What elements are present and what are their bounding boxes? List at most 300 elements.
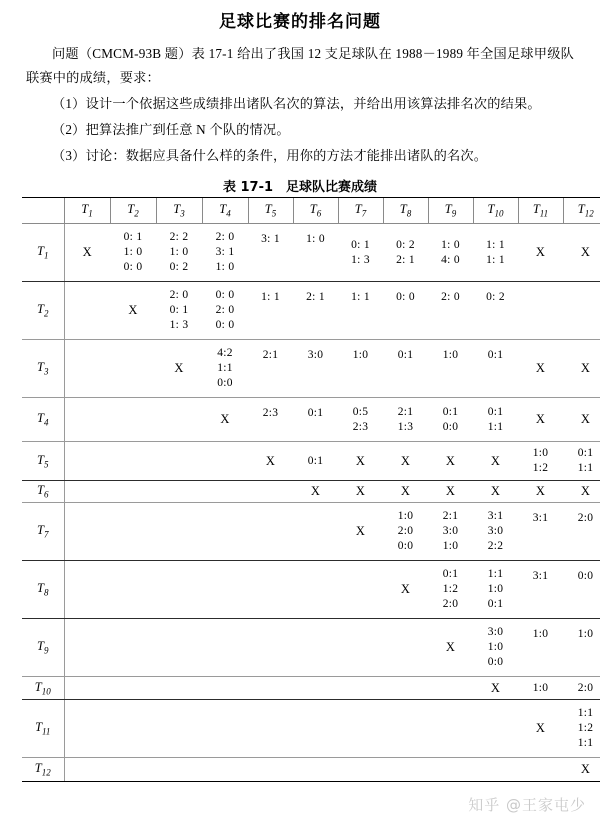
score-stack [293,454,338,469]
score-cell-t11-t11 [518,700,563,758]
score-value: 0:0 [397,540,414,552]
score-value: 2:1 [262,349,279,361]
score-value: 2:3 [262,407,279,419]
team-label: $T_2$ [37,302,49,319]
score-stack [248,290,293,305]
score-cell-t5-t10 [473,442,518,481]
score-value: 1: 3 [351,253,370,266]
team-label: $T_{12}$ [577,202,594,219]
no-match-marker: X [490,680,501,695]
no-match-marker: X [445,640,456,654]
score-value: 1:0 [487,583,504,595]
score-cell-t4-t12 [563,398,600,442]
score-value: 2:2 [487,540,504,552]
score-stack [518,412,563,427]
score-cell-t8-t7 [338,561,383,619]
score-stack [156,230,202,275]
team-label: $T_6$ [37,483,49,500]
score-value: 2: 0 [215,304,235,316]
team-label: $T_6$ [309,202,322,219]
score-stack [563,706,600,751]
page-title: 足球比赛的排名问题 [219,12,381,32]
score-value: 2:1 [442,510,459,522]
score-cell-t11-t8 [383,700,428,758]
score-cell-t6-t6 [293,481,338,503]
score-cell-t10-t4 [202,677,248,700]
score-cell-t5-t5 [248,442,293,481]
score-stack [518,681,563,696]
table-row [22,700,600,758]
score-cell-t2-t1 [64,282,110,340]
score-cell-t8-t2 [110,561,156,619]
score-value: 1: 1 [486,238,505,251]
score-cell-t1-t5 [248,224,293,282]
score-stack [202,288,248,333]
score-cell-t10-t6 [293,677,338,700]
score-cell-t1-t2 [110,224,156,282]
score-cell-t3-t7 [338,340,383,398]
watermark: 知乎 @王家屯少 [468,796,586,814]
score-stack [563,245,600,260]
score-value: 2:0 [442,598,459,610]
score-cell-t7-t6 [293,503,338,561]
score-value: 0:1 [397,349,414,361]
score-value: 2: 2 [169,231,189,243]
score-cell-t8-t6 [293,561,338,619]
score-value: 1:2 [577,722,594,734]
score-cell-t4-t4 [202,398,248,442]
score-cell-t10-t5 [248,677,293,700]
score-stack [338,484,383,499]
score-value: 1:1 [577,737,594,749]
team-label: $T_{11}$ [35,720,51,737]
score-cell-t9-t8 [383,619,428,677]
score-cell-t6-t5 [248,481,293,503]
table-corner-cell [22,198,64,224]
score-cell-t7-t9 [428,503,473,561]
score-cell-t4-t6 [293,398,338,442]
table-row-header-t11 [22,700,64,758]
score-cell-t12-t3 [156,758,202,782]
no-match-marker: X [445,453,456,468]
score-value: 0: 0 [396,291,415,303]
team-label: $T_1$ [37,244,49,261]
score-value: 0:0 [217,377,233,389]
no-match-marker: X [535,361,546,375]
score-cell-t2-t6 [293,282,338,340]
score-cell-t7-t11 [518,503,563,561]
table-body [22,224,600,782]
score-value: 3:1 [532,570,549,582]
score-stack [563,762,600,777]
score-value: 1:1 [487,568,504,580]
score-cell-t7-t5 [248,503,293,561]
score-cell-t1-t6 [293,224,338,282]
score-cell-t1-t7 [338,224,383,282]
score-value: 3:1 [532,512,549,524]
score-stack [428,405,473,435]
team-label: $T_7$ [37,523,49,540]
score-stack [248,406,293,421]
team-label: $T_3$ [37,360,49,377]
score-cell-t11-t12 [563,700,600,758]
score-value: 1:0 [487,641,504,653]
score-value: 1: 1 [486,253,505,266]
score-cell-t12-t1 [64,758,110,782]
no-match-marker: X [580,245,591,259]
score-stack [428,567,473,612]
score-cell-t3-t1 [64,340,110,398]
no-match-marker: X [490,484,501,498]
score-cell-t6-t11 [518,481,563,503]
score-cell-t9-t12 [563,619,600,677]
score-value: 1:3 [397,420,414,433]
score-value: 0: 0 [123,261,143,273]
score-value: 1:1 [217,362,233,374]
no-match-marker: X [82,245,92,259]
score-cell-t2-t4 [202,282,248,340]
score-cell-t5-t6 [293,442,338,481]
no-match-marker: X [535,412,546,426]
score-value: 3: 1 [215,246,235,258]
score-cell-t5-t12 [563,442,600,481]
score-stack [563,412,600,427]
score-cell-t2-t9 [428,282,473,340]
score-cell-t10-t11 [518,677,563,700]
score-cell-t7-t4 [202,503,248,561]
table-head [22,198,600,224]
table-row [22,503,600,561]
score-stack [563,569,600,584]
score-cell-t8-t3 [156,561,202,619]
score-value: 1: 1 [351,291,370,303]
score-value: 1:0 [532,447,549,459]
table-row-header-t7 [22,503,64,561]
no-match-marker: X [128,303,138,317]
score-cell-t12-t4 [202,758,248,782]
score-cell-t9-t3 [156,619,202,677]
score-stack [518,245,563,260]
table-row [22,619,600,677]
score-stack [293,290,338,305]
team-label: $T_8$ [399,202,412,219]
score-stack [383,484,428,499]
score-cell-t5-t9 [428,442,473,481]
team-label: $T_9$ [37,639,49,656]
score-stack [338,348,383,363]
score-cell-t6-t9 [428,481,473,503]
score-stack [563,511,600,526]
score-cell-t4-t1 [64,398,110,442]
score-value: 1:1 [577,462,594,474]
score-value: 2: 0 [441,291,460,303]
score-cell-t2-t7 [338,282,383,340]
score-cell-t5-t11 [518,442,563,481]
score-value: 1:2 [532,462,549,474]
score-value: 1:0 [532,681,549,694]
score-cell-t3-t9 [428,340,473,398]
score-stack [518,446,563,476]
team-label: $T_{10}$ [487,202,504,219]
score-value: 2: 1 [306,291,325,303]
score-cell-t3-t8 [383,340,428,398]
score-value: 2:0 [577,512,594,524]
table-row-header-t9 [22,619,64,677]
score-stack [473,290,518,305]
paragraph-intro: 问题（CMCM-93B 题）表 17-1 给出了我国 12 支足球队在 1988－1989 年全国足球甲级队联赛中的成绩，要求： [26,46,574,85]
score-cell-t5-t8 [383,442,428,481]
score-cell-t10-t12 [563,677,600,700]
score-value: 2:1 [397,405,414,418]
score-value: 3: 1 [261,233,280,245]
no-match-marker: X [400,582,411,596]
score-cell-t7-t12 [563,503,600,561]
score-cell-t9-t6 [293,619,338,677]
score-cell-t6-t1 [64,481,110,503]
score-stack [293,348,338,363]
score-stack [473,454,518,469]
score-value: 2: 0 [215,231,235,243]
table-row-header-t6 [22,481,64,503]
team-label: $T_{12}$ [34,761,51,778]
score-value: 1:0 [532,628,549,640]
score-stack [338,405,383,435]
table-row-header-t4 [22,398,64,442]
score-stack [518,721,563,736]
score-stack [428,238,473,268]
score-value: 1: 1 [261,291,280,303]
score-stack [248,232,293,247]
score-stack [156,361,202,376]
score-stack [110,303,156,318]
no-match-marker: X [580,361,591,375]
score-cell-t8-t8 [383,561,428,619]
score-cell-t6-t12 [563,481,600,503]
table-row [22,340,600,398]
score-stack [383,509,428,554]
score-cell-t10-t9 [428,677,473,700]
score-value: 4:2 [217,347,233,359]
paragraph-task-2: （2）把算法推广到任意 N 个队的情况。 [52,122,290,137]
score-stack [563,681,600,696]
score-stack [473,509,518,554]
no-match-marker: X [174,361,184,375]
score-cell-t11-t5 [248,700,293,758]
table-row [22,224,600,282]
score-cell-t12-t11 [518,758,563,782]
score-cell-t5-t2 [110,442,156,481]
score-value: 0:1 [442,568,459,580]
team-label: $T_2$ [127,202,139,219]
score-value: 3:0 [487,525,504,537]
score-cell-t2-t10 [473,282,518,340]
score-cell-t6-t4 [202,481,248,503]
table-row-header-t10 [22,677,64,700]
score-stack [293,484,338,499]
score-value: 1:0 [397,510,414,522]
score-stack [518,627,563,642]
score-cell-t4-t7 [338,398,383,442]
score-cell-t9-t4 [202,619,248,677]
score-cell-t12-t12 [563,758,600,782]
score-cell-t11-t9 [428,700,473,758]
score-cell-t9-t9 [428,619,473,677]
score-stack [338,524,383,539]
score-cell-t1-t1 [64,224,110,282]
score-value: 0:1 [307,407,324,419]
table-row [22,758,600,782]
no-match-marker: X [580,762,591,776]
score-cell-t1-t4 [202,224,248,282]
score-cell-t1-t12 [563,224,600,282]
score-stack [383,238,428,268]
team-label: $T_{11}$ [532,202,549,219]
score-value: 1:1 [577,707,594,719]
score-stack [428,290,473,305]
score-stack [383,454,428,469]
no-match-marker: X [445,484,456,498]
score-stack [156,288,202,333]
no-match-marker: X [355,524,366,538]
score-cell-t10-t7 [338,677,383,700]
score-cell-t3-t3 [156,340,202,398]
score-stack [518,511,563,526]
score-cell-t8-t12 [563,561,600,619]
table-column-header-t8 [383,198,428,224]
score-cell-t6-t7 [338,481,383,503]
score-cell-t8-t9 [428,561,473,619]
score-value: 0:1 [577,447,594,459]
score-stack [248,348,293,363]
score-value: 0: 2 [396,238,415,251]
score-stack [293,232,338,247]
no-match-marker: X [355,453,366,468]
score-cell-t9-t7 [338,619,383,677]
score-cell-t5-t1 [64,442,110,481]
score-cell-t4-t2 [110,398,156,442]
score-stack [338,238,383,268]
score-value: 0:1 [307,454,324,467]
article-body [0,42,600,168]
score-cell-t1-t3 [156,224,202,282]
score-stack [563,627,600,642]
score-cell-t7-t1 [64,503,110,561]
score-cell-t2-t3 [156,282,202,340]
score-value: 0:1 [487,349,504,361]
no-match-marker: X [535,245,546,259]
score-stack [518,569,563,584]
score-value: 0: 0 [215,289,235,301]
no-match-marker: X [535,721,546,735]
score-stack [383,405,428,435]
no-match-marker: X [400,453,411,468]
score-stack [383,290,428,305]
table-row-header-t8 [22,561,64,619]
score-cell-t3-t2 [110,340,156,398]
score-value: 0: 1 [169,304,189,316]
score-cell-t3-t5 [248,340,293,398]
no-match-marker: X [490,453,501,468]
score-value: 3:0 [307,349,324,361]
score-cell-t2-t11 [518,282,563,340]
score-cell-t4-t9 [428,398,473,442]
score-stack [428,484,473,499]
score-value: 0:1 [442,405,459,418]
table-column-header-t5 [248,198,293,224]
score-stack [338,454,383,469]
score-cell-t11-t2 [110,700,156,758]
score-stack [428,348,473,363]
score-value: 1:0 [577,628,594,640]
score-cell-t10-t1 [64,677,110,700]
no-match-marker: X [580,412,591,426]
score-value: 0: 1 [351,238,370,251]
score-stack [65,245,111,260]
table-column-header-t12 [563,198,600,224]
score-stack [383,348,428,363]
table-column-header-t10 [473,198,518,224]
no-match-marker: X [400,484,411,498]
football-scores-table [22,197,600,782]
score-value: 2:0 [577,681,594,694]
score-value: 1:0 [352,349,369,361]
score-stack [428,640,473,655]
score-cell-t10-t3 [156,677,202,700]
score-cell-t12-t6 [293,758,338,782]
table-caption: 表 17-1 足球队比赛成绩 [222,180,378,195]
score-value: 2: 0 [169,289,189,301]
score-cell-t6-t10 [473,481,518,503]
table-header-row [22,198,600,224]
score-cell-t11-t3 [156,700,202,758]
score-value: 1:0 [442,349,459,361]
no-match-marker: X [310,484,321,498]
score-value: 3:0 [487,626,504,638]
score-stack [110,230,156,275]
team-label: $T_3$ [173,202,185,219]
score-value: 0: 2 [169,261,189,273]
score-stack [518,361,563,376]
no-match-marker: X [535,484,546,498]
table-row [22,677,600,700]
score-cell-t9-t11 [518,619,563,677]
table-column-header-t2 [110,198,156,224]
score-cell-t3-t10 [473,340,518,398]
score-stack [473,484,518,499]
score-value: 0:1 [487,405,504,418]
score-cell-t1-t8 [383,224,428,282]
score-cell-t9-t1 [64,619,110,677]
table-row [22,282,600,340]
score-value: 1:2 [442,583,459,595]
score-cell-t2-t12 [563,282,600,340]
score-value: 0: 1 [123,231,143,243]
score-cell-t10-t10 [473,677,518,700]
score-cell-t6-t8 [383,481,428,503]
table-row-header-t5 [22,442,64,481]
score-cell-t4-t5 [248,398,293,442]
score-stack [202,346,248,391]
score-cell-t1-t11 [518,224,563,282]
score-value: 0:0 [577,570,594,582]
table-column-header-t9 [428,198,473,224]
table-row-header-t1 [22,224,64,282]
score-cell-t3-t11 [518,340,563,398]
score-value: 0:0 [442,420,459,433]
score-stack [473,625,518,670]
score-cell-t8-t11 [518,561,563,619]
score-stack [428,454,473,469]
